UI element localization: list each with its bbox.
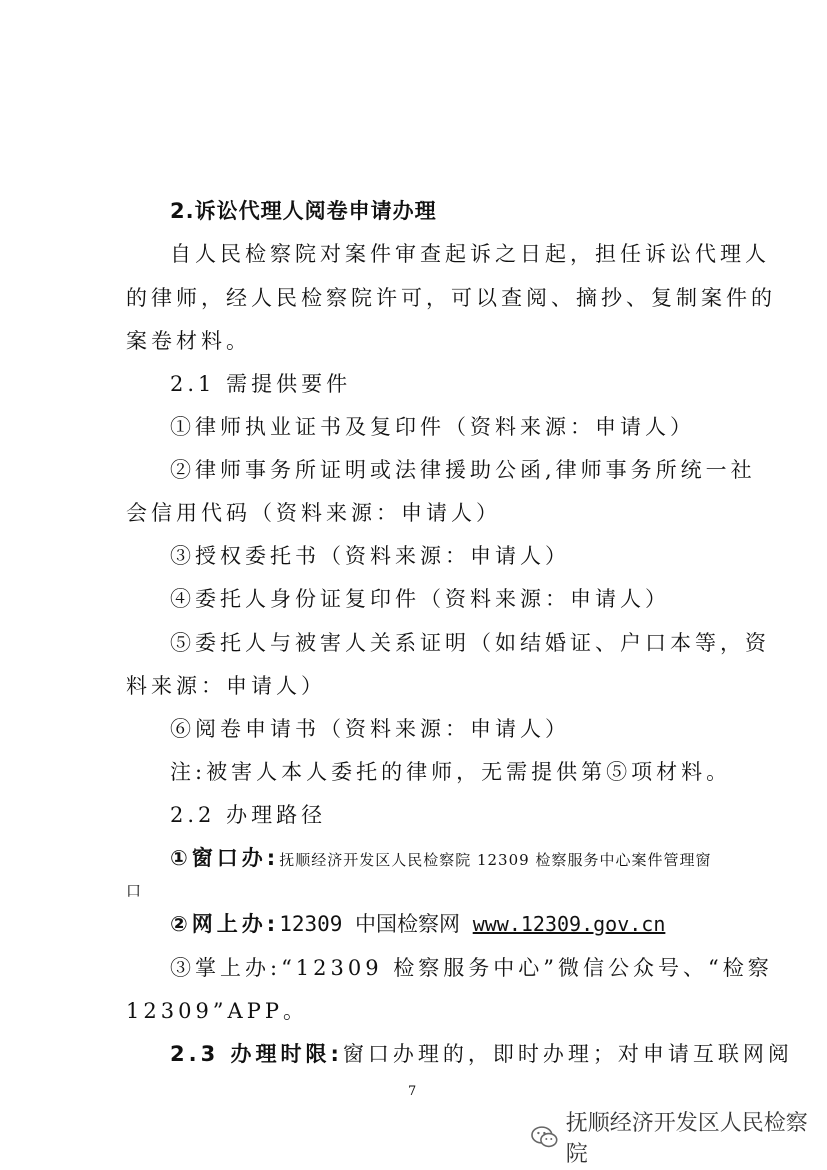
section-heading: 2.诉讼代理人阅卷申请办理 <box>170 199 437 223</box>
list-item: ②律师事务所证明或法律援助公函,律师事务所统一社 <box>170 458 756 482</box>
watermark-text: 抚顺经济开发区人民检察院 <box>565 1111 808 1167</box>
wechat-icon <box>530 1124 560 1150</box>
note: 注:被害人本人委托的律师，无需提供第⑤项材料。 <box>170 760 732 784</box>
paragraph-line: 自人民检察院对案件审查起诉之日起，担任诉讼代理人 <box>170 242 770 266</box>
list-item: ④委托人身份证复印件（资料来源：申请人） <box>170 587 670 611</box>
route-item-continued: 口 <box>126 882 143 900</box>
route-item-continued: 12309”APP。 <box>126 999 308 1023</box>
route-item: ③掌上办:“12309 检察服务中心”微信公众号、“检察 <box>170 956 773 980</box>
website-link[interactable]: www.12309.gov.cn <box>472 912 666 936</box>
list-item: ①律师执业证书及复印件（资料来源：申请人） <box>170 415 695 439</box>
subsection-heading: 2.2 办理路径 <box>170 803 327 827</box>
route-text: 12309 中国检察网 <box>279 912 473 936</box>
route-label: ①窗口办: <box>170 846 280 870</box>
route-item <box>170 843 711 875</box>
list-item-continued: 料来源：申请人） <box>126 674 326 698</box>
time-limit-item <box>170 1039 793 1069</box>
list-item: ⑤委托人与被害人关系证明（如结婚证、户口本等，资 <box>170 631 770 655</box>
paragraph-line: 的律师，经人民检察院许可，可以查阅、摘抄、复制案件的 <box>126 286 776 310</box>
list-item: ⑥阅卷申请书（资料来源：申请人） <box>170 717 570 741</box>
subsection-heading: 2.1 需提供要件 <box>170 372 352 396</box>
page-number: 7 <box>408 1084 417 1099</box>
list-item: ③授权委托书（资料来源：申请人） <box>170 544 570 568</box>
route-label: ②网上办: <box>170 912 280 936</box>
watermark <box>530 1111 827 1167</box>
paragraph-line: 案卷材料。 <box>126 329 251 353</box>
list-item-continued: 会信用代码（资料来源：申请人） <box>126 501 501 525</box>
route-text: 抚顺经济开发区人民检察院 12309 检察服务中心案件管理窗 <box>279 851 712 869</box>
time-limit-text: 窗口办理的，即时办理；对申请互联网阅 <box>342 1042 793 1066</box>
time-limit-label: 2.3 办理时限: <box>170 1042 343 1066</box>
route-item <box>170 909 665 939</box>
